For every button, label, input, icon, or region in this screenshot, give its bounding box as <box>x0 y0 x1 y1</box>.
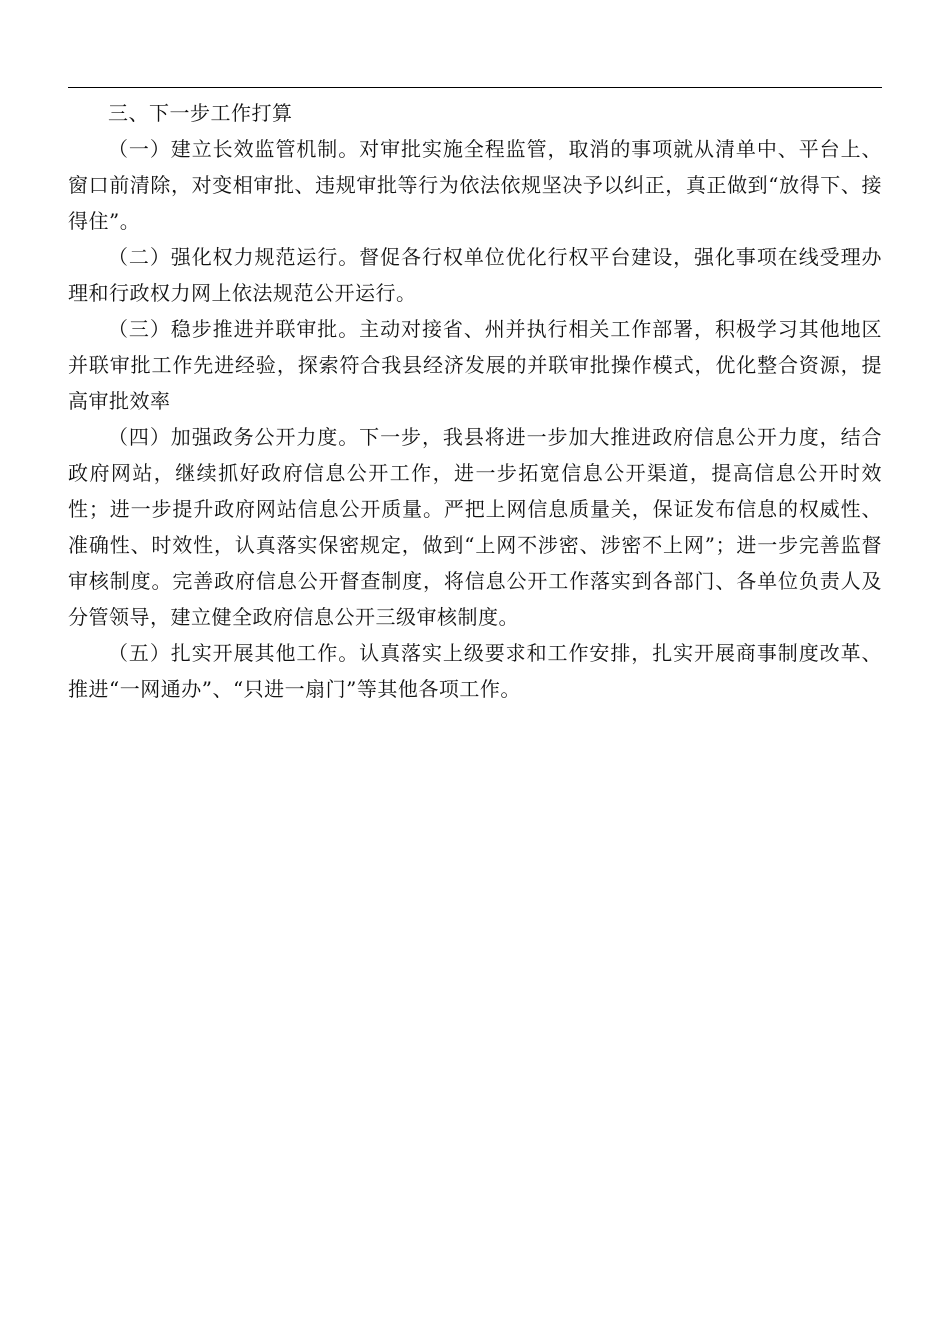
paragraph-5: （五）扎实开展其他工作。认真落实上级要求和工作安排，扎实开展商事制度改革、推进“一网通办”、“只进一扇门”等其他各项工作。 <box>68 641 882 701</box>
document-body <box>68 95 882 707</box>
header-rule <box>68 87 882 88</box>
paragraph-4: （四）加强政务公开力度。下一步，我县将进一步加大推进政府信息公开力度，结合政府网站，继续抓好政府信息公开工作，进一步拓宽信息公开渠道，提高信息公开时效性；进一步提升政府网站信息公开质量。严把上网信息质量关，保证发布信息的权威性、准确性、时效性，认真落实保密规定，做到“上网不涉密、涉密不上网”；进一步完善监督审核制度。完善政府信息公开督查制度，将信息公开工作落实到各部门、各单位负责人及分管领导，建立健全政府信息公开三级审核制度。 <box>68 425 882 629</box>
paragraph-3: （三）稳步推进并联审批。主动对接省、州并执行相关工作部署，积极学习其他地区并联审批工作先进经验，探索符合我县经济发展的并联审批操作模式，优化整合资源，提高审批效率 <box>68 317 882 413</box>
paragraph-2: （二）强化权力规范运行。督促各行权单位优化行权平台建设，强化事项在线受理办理和行政权力网上依法规范公开运行。 <box>68 245 882 305</box>
section-heading: 三、下一步工作打算 <box>108 101 293 125</box>
paragraph-1: （一）建立长效监管机制。对审批实施全程监管，取消的事项就从清单中、平台上、窗口前清除，对变相审批、违规审批等行为依法依规坚决予以纠正，真正做到“放得下、接得住”。 <box>68 137 882 233</box>
